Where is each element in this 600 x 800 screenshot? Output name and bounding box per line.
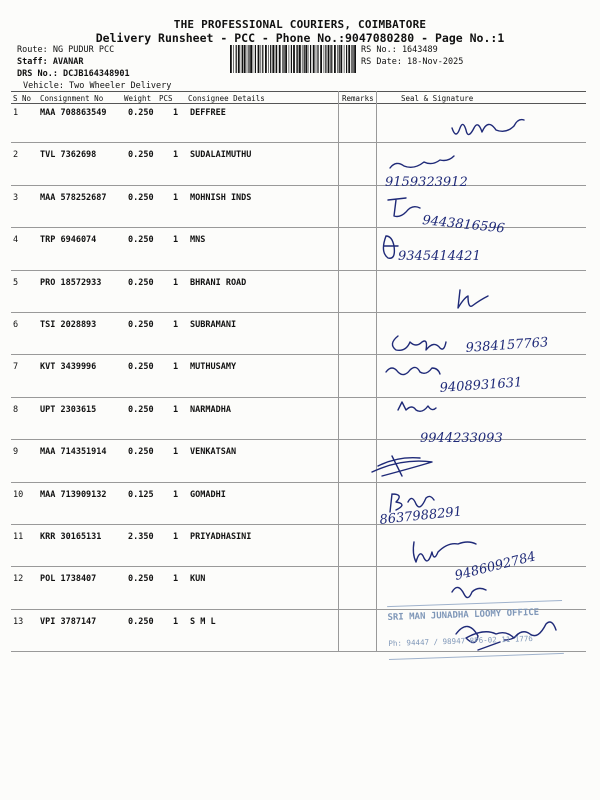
cell-weight: 0.250 <box>128 320 154 330</box>
col-consignee: Consignee Details <box>188 94 265 103</box>
cell-weight: 0.250 <box>128 616 154 627</box>
cell-weight: 0.250 <box>128 404 154 415</box>
company-title: THE PROFESSIONAL COURIERS, COIMBATORE <box>173 18 427 31</box>
handwritten-phone-3: 9345414421 <box>398 249 481 264</box>
office-stamp <box>387 600 564 660</box>
handwritten-phone-7: 8637988291 <box>378 504 463 528</box>
signature-12 <box>452 587 486 597</box>
cell-pcs: 1 <box>173 447 179 458</box>
col-sno: S No <box>13 94 32 103</box>
handwritten-phone-5: 9408931631 <box>439 375 523 396</box>
cell-sno: 9 <box>13 447 19 458</box>
cell-consignee: GOMADHI <box>190 489 226 500</box>
signature-6 <box>392 336 446 350</box>
cell-consignment: MAA 578252687 <box>40 192 107 203</box>
route: Route: NG PUDUR PCC <box>17 45 115 55</box>
cell-pcs: 1 <box>173 616 179 627</box>
cell-weight: 0.250 <box>128 447 154 458</box>
runsheet-subtitle: Delivery Runsheet - PCC - Phone No.:9047080280 - Page No.:1 <box>95 31 505 45</box>
cell-pcs: 1 <box>173 489 179 500</box>
signature-1 <box>452 120 524 135</box>
cell-pcs: 1 <box>173 108 179 118</box>
handwritten-phone-1: 9159323912 <box>385 175 468 190</box>
cell-consignee: MNS <box>190 235 206 246</box>
cell-weight: 0.250 <box>128 277 154 288</box>
rs-number: RS No.: 1643489 <box>361 45 438 55</box>
cell-consignment: MAA 714351914 <box>40 447 107 458</box>
cell-consignment: PRO 18572933 <box>40 277 102 288</box>
cell-consignment: KRR 30165131 <box>40 532 102 542</box>
cell-pcs: 1 <box>173 150 179 161</box>
cell-consignment: VPI 3787147 <box>40 616 97 627</box>
signature-4 <box>383 236 398 258</box>
cell-sno: 13 <box>13 616 24 627</box>
rs-date: RS Date: 18-Nov-2025 <box>361 57 464 67</box>
cell-pcs: 1 <box>173 532 179 542</box>
cell-sno: 5 <box>13 277 19 288</box>
cell-consignee: PRIYADHASINI <box>190 532 252 542</box>
handwritten-phone-4: 9384157763 <box>465 335 549 356</box>
cell-weight: 0.250 <box>128 108 154 118</box>
cell-pcs: 1 <box>173 277 179 288</box>
cell-consignment: KVT 3439996 <box>40 362 97 373</box>
staff: Staff: AVANAR <box>17 57 84 67</box>
cell-sno: 8 <box>13 404 19 415</box>
cell-sno: 12 <box>13 574 24 585</box>
cell-sno: 7 <box>13 362 19 373</box>
signature-9 <box>372 456 432 476</box>
handwritten-phone-8: 9486092784 <box>453 549 538 584</box>
cell-consignment: MAA 713909132 <box>40 489 107 500</box>
cell-sno: 4 <box>13 235 19 246</box>
cell-consignee: S M L <box>190 616 216 627</box>
drs-number: DRS No.: DCJB164348901 <box>17 69 130 79</box>
col-seal: Seal & Signature <box>401 94 474 103</box>
signature-5 <box>458 290 488 308</box>
cell-sno: 1 <box>13 108 19 118</box>
col-consignment: Consignment No <box>40 94 104 103</box>
cell-pcs: 1 <box>173 235 179 246</box>
stamp-line-1: SRI MAN JUNADHA LOOMY OFFICE <box>387 607 540 624</box>
cell-consignment: POL 1738407 <box>40 574 97 585</box>
cell-consignment: TVL 7362698 <box>40 150 97 161</box>
cell-consignee: DEFFREE <box>190 108 226 118</box>
cell-consignment: UPT 2303615 <box>40 404 97 415</box>
cell-weight: 0.250 <box>128 362 154 373</box>
cell-consignee: MOHNISH INDS <box>190 192 252 203</box>
signature-7 <box>386 367 440 374</box>
signature-2 <box>390 156 454 168</box>
col-pcs: PCS <box>159 94 173 103</box>
cell-sno: 6 <box>13 320 19 330</box>
cell-weight: 0.250 <box>128 574 154 585</box>
cell-consignment: MAA 708863549 <box>40 108 107 118</box>
cell-consignee: SUBRAMANI <box>190 320 237 330</box>
cell-pcs: 1 <box>173 192 179 203</box>
cell-weight: 0.250 <box>128 192 154 203</box>
cell-weight: 0.250 <box>128 150 154 161</box>
cell-sno: 11 <box>13 532 24 542</box>
cell-pcs: 1 <box>173 574 179 585</box>
cell-consignee: MUTHUSAMY <box>190 362 237 373</box>
signature-11 <box>413 542 476 562</box>
cell-weight: 0.125 <box>128 489 154 500</box>
cell-sno: 2 <box>13 150 19 161</box>
cell-consignee: VENKATSAN <box>190 447 237 458</box>
cell-pcs: 1 <box>173 320 179 330</box>
cell-sno: 10 <box>13 489 24 500</box>
stamp-line-2: Ph: 94447 / 98947 8P6-02 11 1776 <box>388 634 533 649</box>
cell-consignee: BHRANI ROAD <box>190 277 247 288</box>
cell-consignment: TSI 2028893 <box>40 320 97 330</box>
signature-8 <box>398 402 436 411</box>
cell-sno: 3 <box>13 192 19 203</box>
col-weight: Weight <box>124 94 152 103</box>
vehicle: Vehicle: Two Wheeler Delivery <box>23 81 172 91</box>
cell-weight: 0.250 <box>128 235 154 246</box>
cell-weight: 2.350 <box>128 532 154 542</box>
cell-pcs: 1 <box>173 362 179 373</box>
col-remarks: Remarks <box>342 94 374 103</box>
signature-3 <box>388 198 420 217</box>
handwritten-phone-6: 9944233093 <box>420 431 503 446</box>
cell-pcs: 1 <box>173 404 179 415</box>
cell-consignee: KUN <box>190 574 206 585</box>
cell-consignment: TRP 6946074 <box>40 235 97 246</box>
cell-consignee: SUDALAIMUTHU <box>190 150 252 161</box>
handwritten-phone-2: 9443816596 <box>421 213 506 237</box>
cell-consignee: NARMADHA <box>190 404 231 415</box>
